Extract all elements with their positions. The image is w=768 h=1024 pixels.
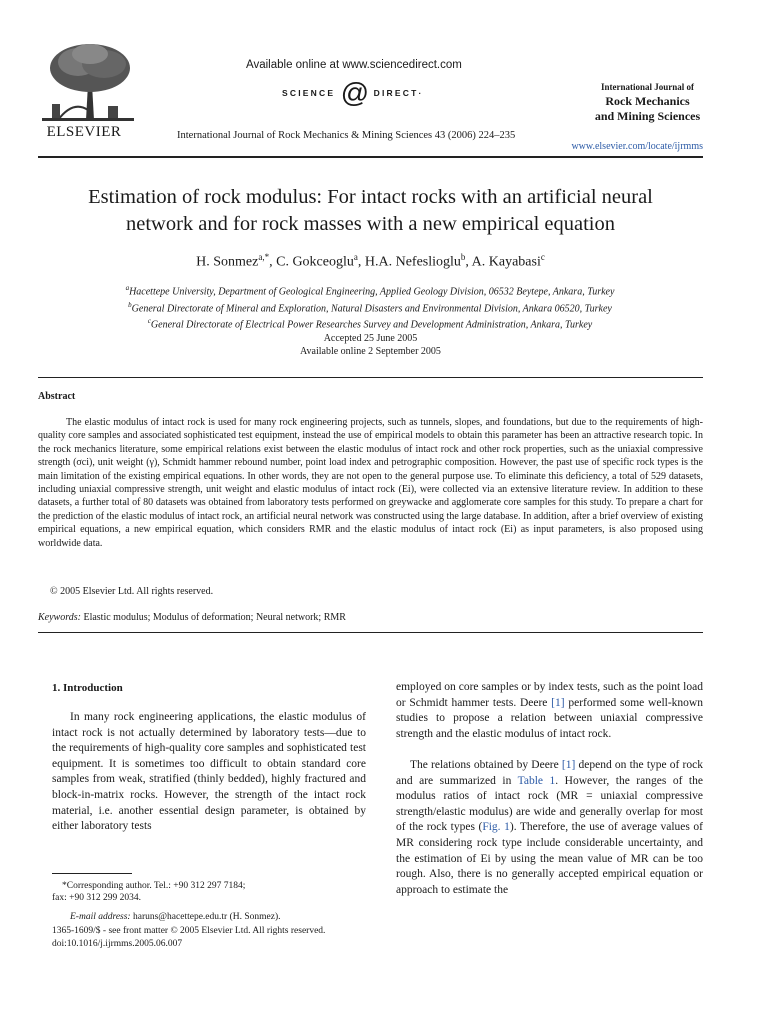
para3-text-b: depend on the type of rock and are summarized in <box>396 759 703 787</box>
email-label: E-mail address: <box>70 912 131 922</box>
sd-logo-right: DIRECT· <box>373 88 424 98</box>
ref-link-1[interactable]: [1] <box>551 696 565 709</box>
para3-text-d: ). Therefore, the use of average values of MR considering rock type include considerable uncertainty, and the estimation of Ei by using the mean value of MR can be too rough. Also, there is no generally accepted empirical equation or approach to estimate the <box>396 821 704 896</box>
author-name: H.A. Nefeslioglu <box>364 254 461 270</box>
article-title <box>38 184 703 238</box>
author-separator: , <box>357 254 365 270</box>
affiliation-mark: a <box>125 284 130 292</box>
email-address[interactable]: haruns@hacettepe.edu.tr (H. Sonmez). <box>130 912 281 922</box>
header-divider <box>38 156 703 158</box>
journal-label: International Journal of <box>600 82 694 92</box>
available-date: Available online 2 September 2005 <box>300 346 441 357</box>
section-heading: 1. Introduction <box>52 682 123 694</box>
keywords-divider <box>38 632 703 633</box>
journal-name <box>585 94 710 124</box>
intro-paragraph-1: In many rock engineering applications, the elastic modulus of intact rock is not actually determined by laboratory tests—due to the requirements of high-quality core samples and sophisticated test equipment. It is sometimes too difficult to obtain standard core samples from weak, stratified (thinly bedded), highly fractured and block-in-matrix rocks. However, the strength of the intact rock material, i.e. another essential design parameter, is obtained by either laboratory tests <box>52 711 366 833</box>
sd-at-icon: @ <box>340 77 369 108</box>
sciencedirect-logo <box>282 79 424 107</box>
affiliation-mark: c <box>147 317 151 326</box>
sd-logo-left: SCIENCE <box>282 88 336 98</box>
fax-note: fax: +90 312 299 2034. <box>52 893 142 903</box>
keywords-label: Keywords: <box>38 612 81 623</box>
abstract-text: The elastic modulus of intact rock is used for many rock engineering projects, such as tunnels, slopes, and foundations, but due to the requirements of high-quality core samples and associated sophisticated test equipment, instead the use of empirical models to obtain this parameter has been an attractive research topic. In the rock mechanics literature, some empirical relations exist between the elastic modulus of intact rock and other rock properties, such as the uniaxial compressive strength (σci), unit weight (γ), Schmidt hammer rebound number, point load index and petrographic composition. However, the past use of specific rock types is the main limitation of the existing empirical equations. In other words, they are not open to the general purpose use. To eliminate this deficiency, a total of 529 datasets, including uniaxial compressive strength, unit weight and elastic modulus of intact rock (Ei), were collected via an extensive literature review. In addition to these datasets, a further total of 80 datasets was obtained from laboratory tests performed on greywacke and agglomerate core samples for this study. To prepare a chart for the prediction of the elastic modulus of intact rock, an artificial neural network was constructed using the large database. In addition, after a brief overview of existing empirical equations, a new empirical equation, which considers RMR and the elastic modulus of intact rock (Ei) as input parameters, is also proposed using worldwide data. <box>38 417 703 549</box>
author-affiliation-mark: b <box>460 252 466 262</box>
para3-text-c: . However, the ranges of the modulus ratios of intact rock (MR = uniaxial compressive strength/elastic modulus) are wide and generally overlap for most of the rock types ( <box>396 774 703 834</box>
keywords-list: Elastic modulus; Modulus of deformation; Neural network; RMR <box>83 612 346 623</box>
abstract-divider <box>38 377 703 378</box>
abstract-copyright: © 2005 Elsevier Ltd. All rights reserved. <box>50 586 214 597</box>
intro-paragraph-3 <box>396 758 703 898</box>
author-separator: , <box>465 254 472 270</box>
author-name: A. Kayabasi <box>471 254 541 270</box>
publisher-name: ELSEVIER <box>46 124 122 140</box>
affiliation-text: General Directorate of Mineral and Exploration, Natural Disasters and Environmental Division, Ankara 06520, Turkey <box>131 302 612 314</box>
affiliation-line <box>60 299 680 316</box>
para2-text-a: employed on core samples or by index tests, such as the point load or Schmidt hammer tests. Deere <box>396 681 703 709</box>
para3-text-a: The relations obtained by Deere <box>410 759 562 771</box>
affiliation-mark: b <box>128 300 132 309</box>
abstract-heading: Abstract <box>38 391 76 402</box>
figure-link[interactable]: Fig. 1 <box>482 821 510 834</box>
available-online-text: Available online at www.sciencedirect.com <box>246 59 462 71</box>
author-affiliation-mark: c <box>540 252 545 262</box>
title-line2: network and for rock masses with a new empirical equation <box>126 213 615 235</box>
author-list <box>38 252 703 271</box>
issn-line: 1365-1609/$ - see front matter © 2005 Elsevier Ltd. All rights reserved. <box>52 926 326 936</box>
keywords <box>38 612 703 623</box>
author-affiliation-mark: a,* <box>258 252 270 262</box>
journal-url-link[interactable]: www.elsevier.com/locate/ijrmms <box>571 141 703 152</box>
affiliation-text: Hacettepe University, Department of Geological Engineering, Applied Geology Division, 06532 Beytepe, Ankara, Turkey <box>129 286 615 298</box>
para2-text-b: performed some well-known studies to propose a relation between uniaxial compressive strength and the elastic modulus of intact rock. <box>396 696 703 740</box>
table-link[interactable]: Table 1 <box>517 774 556 787</box>
journal-name-line1: Rock Mechanics <box>605 94 690 108</box>
article-dates <box>38 332 703 358</box>
title-line1: Estimation of rock modulus: For intact rocks with an artificial neural <box>88 186 653 208</box>
author-affiliation-mark: a <box>353 252 358 262</box>
author-name: C. Gokceoglu <box>276 254 354 270</box>
intro-paragraph-2 <box>396 680 703 742</box>
doi-line[interactable]: doi:10.1016/j.ijrmms.2005.06.007 <box>52 939 183 949</box>
affiliation-line <box>60 315 680 332</box>
ref-link-2[interactable]: [1] <box>561 759 576 771</box>
affiliation-text: General Directorate of Electrical Power Researches Survey and Development Administration, Ankara, Turkey <box>150 319 593 331</box>
journal-name-line2: and Mining Sciences <box>594 109 701 123</box>
journal-citation: International Journal of Rock Mechanics & Mining Sciences 43 (2006) 224–235 <box>177 130 516 141</box>
email-note <box>70 912 281 922</box>
accepted-date: Accepted 25 June 2005 <box>323 333 418 344</box>
affiliations <box>60 282 680 332</box>
author-name: H. Sonmez <box>196 254 259 270</box>
author-separator: , <box>269 254 277 270</box>
affiliation-line <box>60 282 680 299</box>
footnote-divider <box>52 873 132 874</box>
corresponding-author-note: *Corresponding author. Tel.: +90 312 297 7184; <box>62 881 246 891</box>
